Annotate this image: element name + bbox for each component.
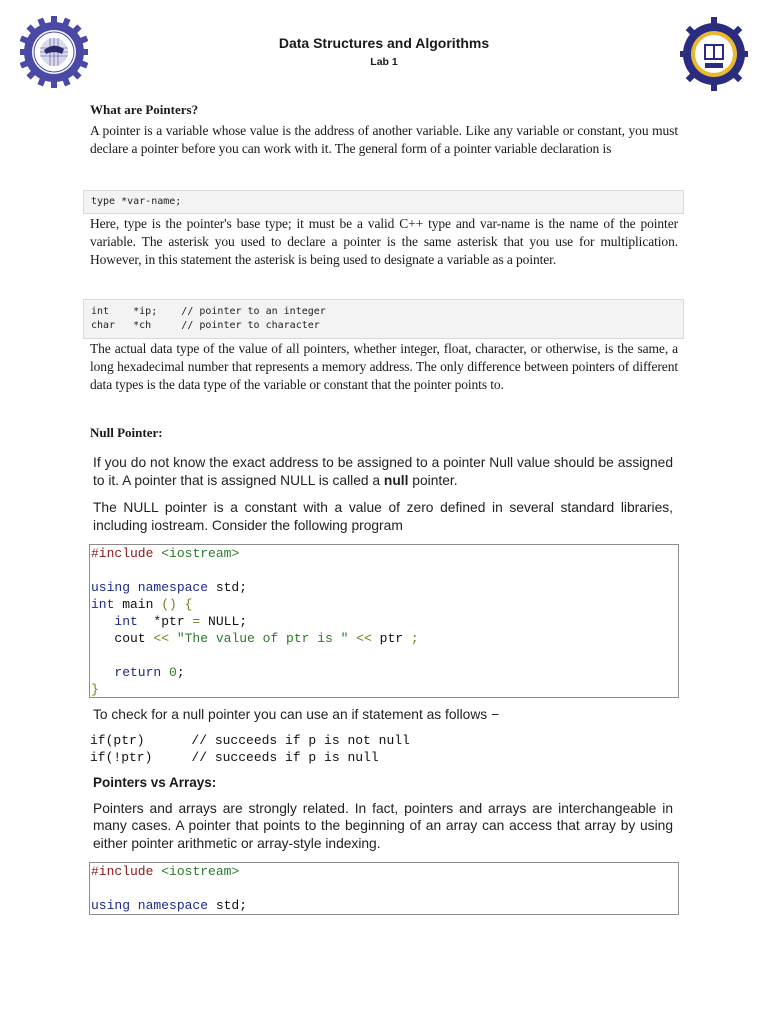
engineering-university-seal-icon: [680, 16, 748, 92]
code-snippet-declaration: [83, 190, 684, 214]
code-block-pointers-arrays: [89, 862, 679, 915]
code-token: std;: [208, 898, 248, 913]
code-line-blank: [91, 647, 677, 664]
paragraph: [90, 340, 678, 395]
paragraph: [90, 215, 678, 270]
code-token: ;: [176, 665, 185, 680]
code-token: return: [114, 665, 162, 680]
code-token: <<: [356, 631, 372, 646]
code-token: cout: [114, 631, 154, 646]
code-line-blank: [91, 880, 677, 897]
paragraph: [93, 706, 673, 724]
code-token: main: [114, 597, 162, 612]
code-line: char *ch // pointer to character: [91, 319, 320, 331]
code-block-null-pointer: [89, 544, 679, 698]
university-seal-gear-icon: [20, 16, 88, 88]
code-token: "The value of ptr is ": [169, 631, 357, 646]
section-heading: Pointers vs Arrays:: [93, 775, 217, 790]
code-line: [91, 897, 677, 914]
section-heading: What are Pointers?: [90, 102, 199, 117]
paragraph-text: The NULL pointer is a constant with a value of zero defined in several standard libraries, including iostream. Consider the following program: [93, 500, 673, 533]
text-span: If you do not know the exact address to be assigned to a pointer Null value should be assigned to it. A pointer that is assigned NULL is called a: [93, 455, 673, 488]
code-line: [91, 630, 677, 647]
paragraph-text: [93, 454, 673, 490]
code-token: }: [91, 682, 99, 697]
code-line: [91, 664, 677, 681]
code-token: <iostream>: [161, 864, 240, 879]
code-line: if(!ptr) // succeeds if p is null: [90, 750, 379, 765]
code-line: [91, 863, 677, 880]
code-token: int: [91, 597, 115, 612]
paragraph-text: The actual data type of the value of all pointers, whether integer, float, character, or otherwise, is the same, a long hexadecimal number that represents a memory address. The only difference between pointers of different data types is the data type of the variable or constant that the pointer points to.: [90, 341, 678, 393]
paragraph-text: To check for a null pointer you can use an if statement as follows −: [93, 707, 500, 722]
code-token: #include: [91, 864, 154, 879]
code-line: [91, 681, 677, 698]
text-span: pointer.: [408, 473, 458, 488]
code-snippet-pointer-examples: [83, 299, 684, 339]
code-token: <iostream>: [161, 546, 240, 561]
section-what-are-pointers: [90, 102, 678, 118]
code-token: () {: [161, 597, 193, 612]
code-line: [91, 613, 677, 630]
code-token: using namespace: [91, 580, 209, 595]
paragraph: [90, 122, 678, 158]
paragraph-text: Pointers and arrays are strongly related. In fact, pointers and arrays are interchangeable in many cases. A pointer that points to the beginning of an array can access that array by using either pointer arithmetic or array-style indexing.: [93, 801, 673, 851]
code-token: *ptr: [137, 614, 193, 629]
code-line: if(ptr) // succeeds if p is not null: [90, 733, 410, 748]
code-token: =: [192, 614, 201, 629]
bold-term: null: [383, 473, 409, 488]
code-line-blank: [91, 562, 677, 579]
paragraph: [93, 499, 673, 535]
code-token: 0: [161, 665, 177, 680]
code-line: [91, 545, 677, 562]
code-token: #include: [91, 546, 154, 561]
code-token: int: [114, 614, 138, 629]
code-token: using namespace: [91, 898, 209, 913]
section-heading: Null Pointer:: [90, 425, 163, 440]
code-token: std;: [208, 580, 248, 595]
document-title: Data Structures and Algorithms: [278, 35, 490, 51]
code-line: type *var-name;: [91, 196, 182, 207]
code-token: <<: [153, 631, 170, 646]
paragraph: [93, 800, 673, 852]
paragraph-text: Here, type is the pointer's base type; it must be a valid C++ type and var-name is the name of the pointer variable. The asterisk you used to declare a pointer is the same asterisk that you use for multiplication. However, in this statement the asterisk is being used to designate a variable as a pointer.: [90, 216, 678, 268]
code-line: int *ip; // pointer to an integer: [91, 306, 326, 317]
code-line: [91, 596, 677, 613]
code-token: NULL;: [200, 614, 248, 629]
document-subtitle: Lab 1: [370, 56, 398, 68]
code-line: [91, 579, 677, 596]
code-null-check: [90, 732, 410, 766]
code-token: ptr: [371, 631, 411, 646]
code-token: ;: [410, 631, 419, 646]
section-pointers-vs-arrays: [93, 775, 681, 790]
paragraph-text: A pointer is a variable whose value is the address of another variable. Like any variable or constant, you must declare a pointer before you can work with it. The general form of a pointer variable declaration is: [90, 123, 678, 157]
paragraph: [93, 454, 673, 490]
section-null-pointer: [90, 425, 678, 441]
